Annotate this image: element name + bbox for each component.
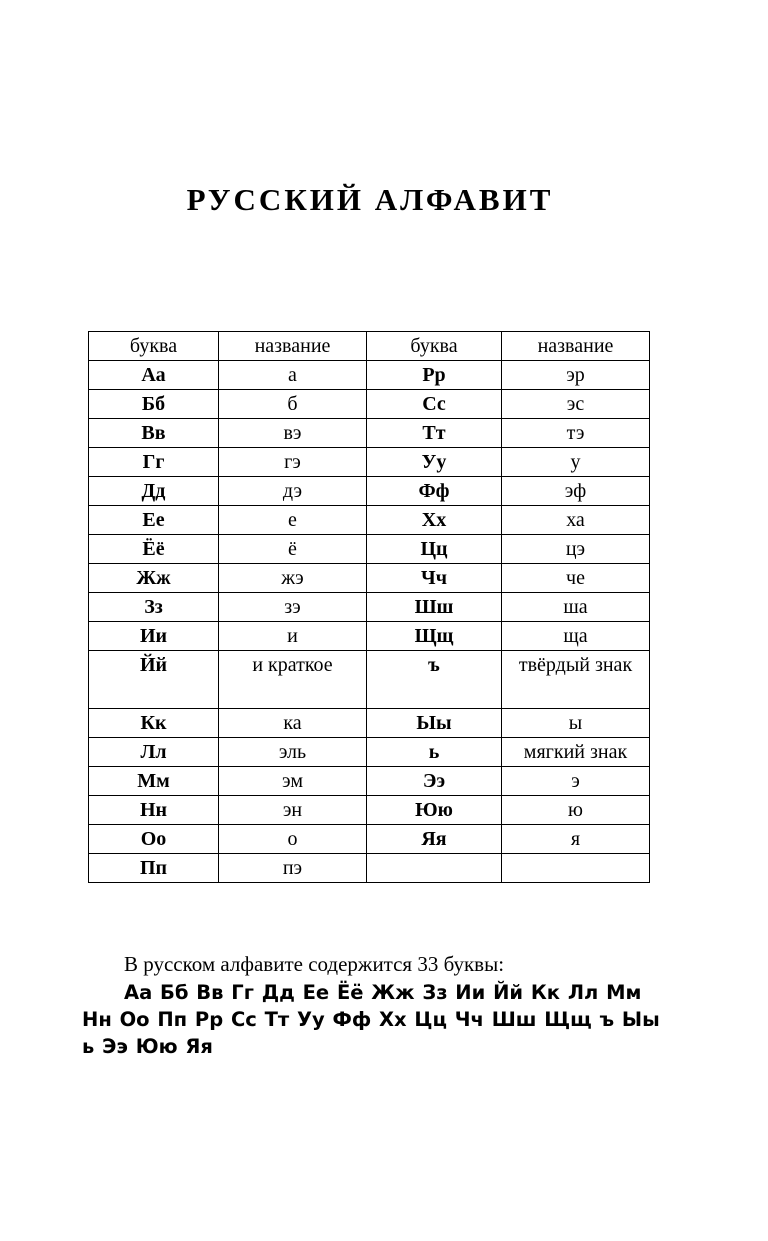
summary-intro: В русском алфавите содержится 33 буквы:: [124, 952, 505, 976]
name-cell: [502, 854, 650, 883]
table-row: [89, 854, 650, 883]
table-row: [89, 593, 650, 622]
letter-cell: Цц: [367, 535, 502, 564]
table-row: [89, 477, 650, 506]
name-cell: твёрдый знак: [502, 651, 650, 709]
letter-cell: Оо: [89, 825, 219, 854]
letter-cell: Гг: [89, 448, 219, 477]
name-cell: эм: [219, 767, 367, 796]
letter-cell: Зз: [89, 593, 219, 622]
alphabet-table: [88, 331, 650, 883]
alphabet-table-body: [89, 361, 650, 883]
letter-cell: [367, 854, 502, 883]
letter-cell: Ии: [89, 622, 219, 651]
table-row: [89, 564, 650, 593]
letter-cell: Юю: [367, 796, 502, 825]
table-row: [89, 535, 650, 564]
name-cell: мягкий знак: [502, 738, 650, 767]
name-cell: я: [502, 825, 650, 854]
column-header-letter: буква: [89, 332, 219, 361]
table-row: [89, 361, 650, 390]
name-cell: эс: [502, 390, 650, 419]
name-cell: о: [219, 825, 367, 854]
letter-cell: Чч: [367, 564, 502, 593]
letter-cell: Лл: [89, 738, 219, 767]
name-cell: ша: [502, 593, 650, 622]
table-row: [89, 506, 650, 535]
name-cell: пэ: [219, 854, 367, 883]
letter-cell: ь: [367, 738, 502, 767]
letter-cell: Нн: [89, 796, 219, 825]
name-cell: ю: [502, 796, 650, 825]
name-cell: эр: [502, 361, 650, 390]
name-cell: ё: [219, 535, 367, 564]
table-row: [89, 796, 650, 825]
letter-cell: Пп: [89, 854, 219, 883]
column-header-letter: буква: [367, 332, 502, 361]
name-cell: е: [219, 506, 367, 535]
name-cell: гэ: [219, 448, 367, 477]
letter-cell: Бб: [89, 390, 219, 419]
letter-cell: Дд: [89, 477, 219, 506]
letter-cell: Рр: [367, 361, 502, 390]
letter-cell: Тт: [367, 419, 502, 448]
letter-cell: Ыы: [367, 709, 502, 738]
name-cell: зэ: [219, 593, 367, 622]
letter-cell: Вв: [89, 419, 219, 448]
letter-cell: Йй: [89, 651, 219, 709]
letter-cell: Жж: [89, 564, 219, 593]
name-cell: и: [219, 622, 367, 651]
name-cell: ща: [502, 622, 650, 651]
name-cell: жэ: [219, 564, 367, 593]
name-cell: эль: [219, 738, 367, 767]
table-row: [89, 767, 650, 796]
name-cell: а: [219, 361, 367, 390]
letter-cell: Хх: [367, 506, 502, 535]
table-row: [89, 622, 650, 651]
table-row: [89, 419, 650, 448]
name-cell: б: [219, 390, 367, 419]
column-header-name: название: [219, 332, 367, 361]
letter-cell: Шш: [367, 593, 502, 622]
table-row: [89, 448, 650, 477]
name-cell: вэ: [219, 419, 367, 448]
name-cell: ха: [502, 506, 650, 535]
name-cell: э: [502, 767, 650, 796]
letter-cell: Ее: [89, 506, 219, 535]
summary-letters: Аа Бб Вв Гг Дд Ее Ёё Жж Зз Ии Йй Кк Лл Мм Нн Оо Пп Рр Сс Тт Уу Фф Хх Цц Чч Шш Щщ ъ Ыы ь Ээ Юю Яя: [82, 981, 660, 1058]
name-cell: ка: [219, 709, 367, 738]
letter-cell: Щщ: [367, 622, 502, 651]
name-cell: эф: [502, 477, 650, 506]
letter-cell: Фф: [367, 477, 502, 506]
letter-cell: Уу: [367, 448, 502, 477]
name-cell: че: [502, 564, 650, 593]
letter-cell: Аа: [89, 361, 219, 390]
table-row: [89, 651, 650, 709]
letter-cell: Яя: [367, 825, 502, 854]
name-cell: ы: [502, 709, 650, 738]
column-header-name: название: [502, 332, 650, 361]
table-row: [89, 825, 650, 854]
letter-cell: Сс: [367, 390, 502, 419]
name-cell: у: [502, 448, 650, 477]
name-cell: тэ: [502, 419, 650, 448]
letter-cell: Ёё: [89, 535, 219, 564]
letter-cell: ъ: [367, 651, 502, 709]
letter-cell: Мм: [89, 767, 219, 796]
name-cell: и краткое: [219, 651, 367, 709]
name-cell: цэ: [502, 535, 650, 564]
page-title: РУССКИЙ АЛФАВИТ: [186, 182, 554, 217]
table-header-row: [89, 332, 650, 361]
table-row: [89, 390, 650, 419]
name-cell: эн: [219, 796, 367, 825]
table-row: [89, 709, 650, 738]
name-cell: дэ: [219, 477, 367, 506]
table-row: [89, 738, 650, 767]
letter-cell: Ээ: [367, 767, 502, 796]
letter-cell: Кк: [89, 709, 219, 738]
